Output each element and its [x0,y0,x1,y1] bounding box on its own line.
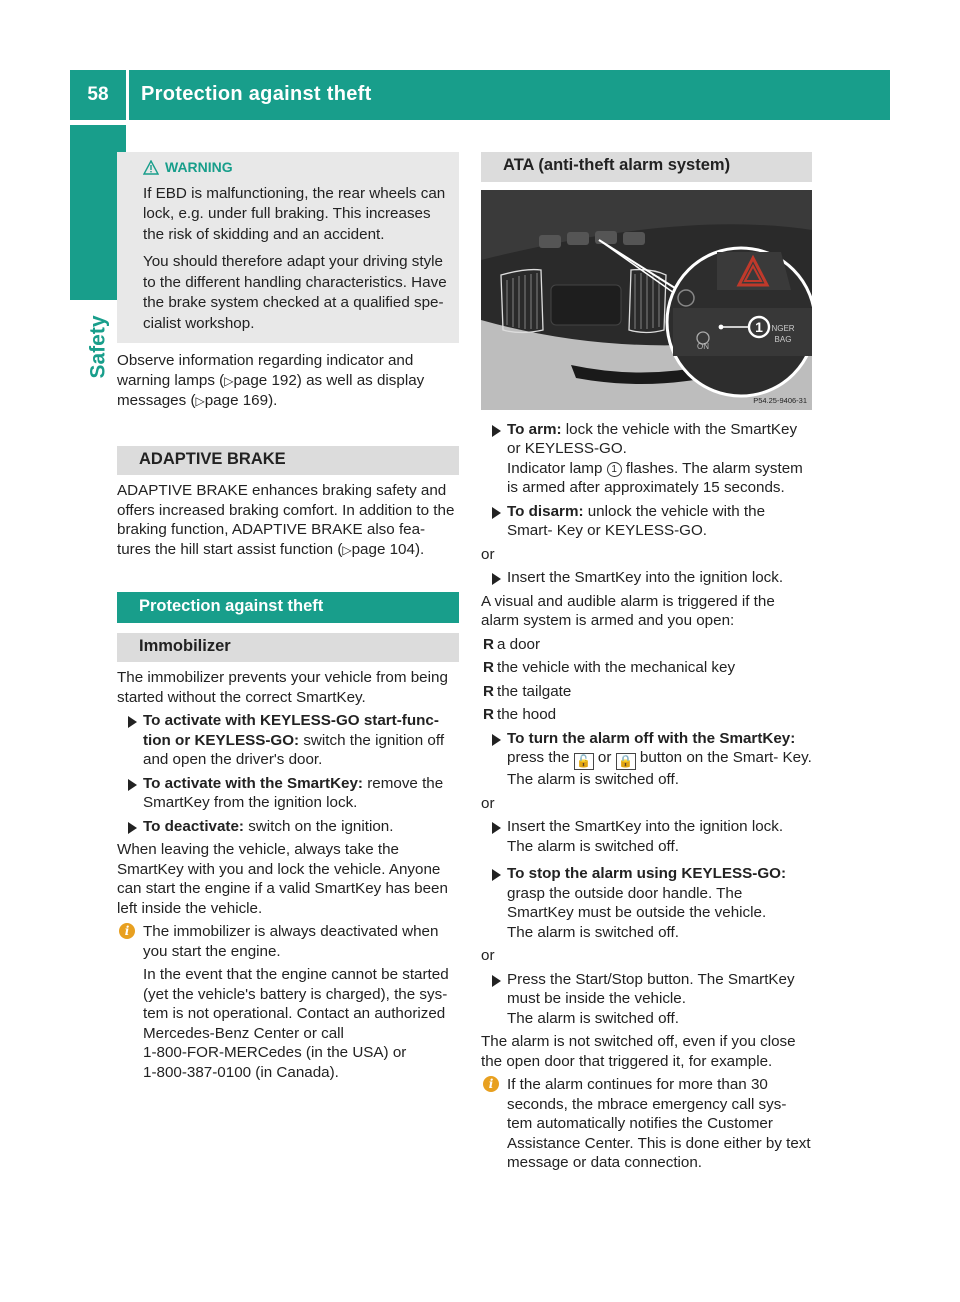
left-column [117,152,459,1086]
step-text: press the [507,749,574,766]
step-item [481,970,812,1029]
step-arrow-icon [492,507,501,519]
adaptive-text-2: ). [414,540,425,558]
immobilizer-intro: The immobilizer prevents your vehicle from being started without the correct SmartKey. [117,669,448,706]
or-text: or [481,545,495,563]
step-label: To stop the alarm using KEYLESS-GO: [507,865,787,882]
warning-icon [143,160,159,175]
step-arrow-icon [492,734,501,746]
step-text: Insert the SmartKey into the ignition lock. [507,569,784,586]
step-result: The alarm is switched off. [507,1009,679,1027]
section-heading-ata: ATA (anti-theft alarm system) [481,152,812,182]
image-label-passenger: NGER [771,323,795,333]
list-item [481,682,812,702]
section-heading-protection: Protection against theft [117,592,459,623]
step-item [481,502,812,541]
warning-box [117,152,459,343]
step-arrow-icon [492,975,501,987]
step-text: switch on the ignition. [244,817,394,835]
observe-text-1: Observe information regarding indicator and warning lamps ( [117,352,414,389]
step-arrow-icon [492,573,501,585]
section-heading-adaptive-brake: ADAPTIVE BRAKE [117,446,459,476]
observe-text-3: ). [268,392,278,409]
step-result: The alarm is switched off. [507,771,679,788]
warning-text-1: If EBD is malfunctioning, the rear wheels can lock, e.g. under full braking. This increases the risk of skidding and an accident. [143,184,446,243]
step-item [481,420,812,498]
adaptive-text-1: ADAPTIVE BRAKE enhances braking safety and offers increased braking comfort. In addition to the braking function, ADAPTIVE BRAKE also fea- tures the hill start assist function ( [117,482,455,558]
list-item-text: the hood [497,706,557,723]
step-text: Press the Start/Stop button. The SmartKey must be inside the vehicle. [507,970,795,1007]
image-code: P54.25-9406-31 [753,395,807,405]
step-arrow-icon [492,822,501,834]
or-text: or [481,947,495,964]
step-item [481,729,812,790]
step-text: switch the ignition off and open the driver's door. [143,731,445,768]
image-label-bag: BAG [774,334,792,344]
step-item [481,568,812,588]
lock-icon: 🔒 [616,753,636,770]
step-text: flashes. The alarm system is armed after approximately 15 seconds. [507,459,803,496]
step-text: unlock the vehicle with the Smart- Key or KEYLESS-GO. [507,502,766,539]
step-arrow-icon [492,425,501,437]
step-label: To turn the alarm off with the SmartKey: [507,729,796,747]
step-item [481,817,812,856]
warning-label: WARNING [165,159,233,175]
list-item [481,635,812,655]
step-arrow-icon [128,779,137,791]
alarm-intro: A visual and audible alarm is triggered if the alarm system is armed and you open: [481,592,775,629]
info-text-1: The immobilizer is always deactivated when you start the engine. [143,923,439,960]
adaptive-brake-paragraph [117,481,459,560]
step-label: To activate with the SmartKey: [143,774,363,792]
list-item-text: the tailgate [497,682,572,700]
not-switched-paragraph: The alarm is not switched off, even if you close the open door that triggered it, for example. [481,1033,796,1070]
step-arrow-icon [128,716,137,728]
info-note [481,1075,812,1173]
info-icon: i [119,923,135,939]
callout-number-icon: 1 [607,462,622,477]
callout-number: 1 [755,318,763,335]
ref-arrow-icon: ▷ [342,542,352,557]
info-icon: i [483,1076,499,1092]
list-item-text: the vehicle with the mechanical key [497,659,736,676]
image-label-on: ON [697,341,709,351]
step-label: To arm: [507,420,562,438]
step-item [117,817,459,837]
step-arrow-icon [492,869,501,881]
bullet-icon: R [483,682,494,700]
step-result: The alarm is switched off. [507,923,679,941]
warning-text-2: You should therefore adapt your driving style to the different handling characteristics. Have the brake system checked at a qualified spe- cialist workshop. [143,253,447,332]
section-heading-immobilizer: Immobilizer [117,633,459,663]
list-item [481,658,812,678]
step-item [481,864,812,942]
ref-arrow-icon: ▷ [195,394,205,408]
page-ref-link[interactable]: page 169 [204,392,269,409]
right-column [481,152,812,1177]
leaving-paragraph: When leaving the vehicle, always take the SmartKey with you and lock the vehicle. Anyone can start the engine if a valid SmartKey has been left inside the vehicle. [117,841,448,917]
info-text-4: 1-800-387-0100 (in Canada). [143,1063,339,1081]
step-result: The alarm is switched off. [507,837,679,855]
step-text: lock the vehicle with the SmartKey or KEYLESS-GO. [507,420,798,457]
observe-text-2: ) as well as display messages ( [117,371,425,409]
list-item-text: a door [497,635,541,653]
step-item [117,711,459,770]
step-text: remove the SmartKey from the ignition lock. [143,774,444,811]
step-text: grasp the outside door handle. The SmartKey must be outside the vehicle. [507,884,767,921]
bullet-icon: R [483,635,494,653]
warning-title [117,158,459,178]
unlock-icon: 🔓 [574,753,594,770]
info-note [117,922,459,1082]
step-arrow-icon [128,822,137,834]
step-item [117,774,459,813]
or-text: or [481,794,495,812]
page-title: Protection against theft [129,70,890,120]
step-text: button on the Smart- Key. [635,749,812,766]
info-text-3: 1-800-FOR-MERCedes (in the USA) or [143,1044,407,1061]
side-tab-label: Safety [86,315,110,379]
overhead-control-panel-image [481,190,812,410]
bullet-icon: R [483,706,494,723]
page-ref-link[interactable]: page 104 [351,540,415,558]
info-text-2: In the event that the engine cannot be started (yet the vehicle's battery is charged), the sys- tem is not operational. Contact an authorized Mercedes-Benz Center or call [143,966,449,1042]
step-text: Insert the SmartKey into the ignition lock. [507,818,784,835]
step-label: To disarm: [507,502,584,520]
info-text: If the alarm continues for more than 30 seconds, the mbrace emergency call sys- tem automatically notifies the Customer Assistance Center. This is done either by text message or data connection. [507,1076,811,1171]
step-text: Indicator lamp [507,459,607,477]
page-number: 58 [70,70,126,120]
bullet-icon: R [483,659,494,676]
step-label: To activate with KEYLESS-GO start-func- tion or KEYLESS-GO: [143,712,439,749]
list-item [481,705,812,725]
page-ref-link[interactable]: page 192 [233,371,297,389]
step-label: To deactivate: [143,817,244,835]
step-text: or [593,749,616,766]
ref-arrow-icon: ▷ [224,373,234,388]
observe-paragraph [117,351,459,412]
